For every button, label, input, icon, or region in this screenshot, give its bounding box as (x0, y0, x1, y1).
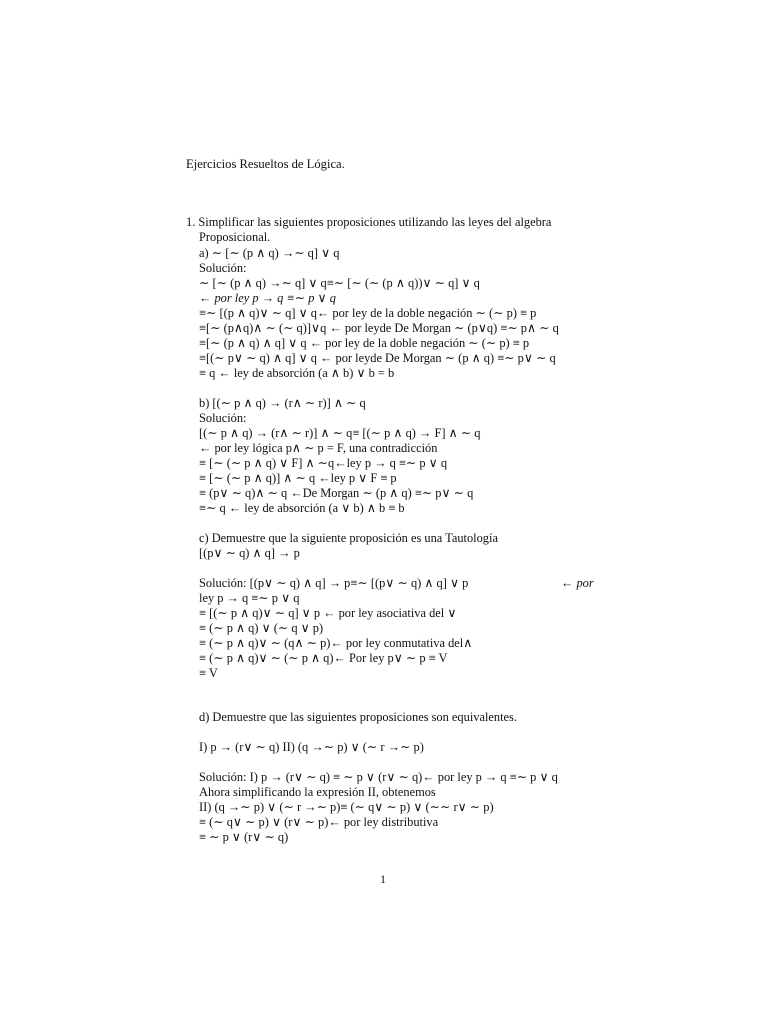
c-line-7: ≡ (∼ p ∧ q)∨ ∼ (q∧ ∼ p)← por ley conmutativa del∧ (199, 636, 473, 650)
c-line-3: ← por (561, 576, 594, 590)
d-line-1: I) p → (r∨ ∼ q) II) (q →∼ p) ∨ (∼ r →∼ p) (199, 740, 424, 754)
b-line-0: b) [(∼ p ∧ q) → (r∧ ∼ r)] ∧ ∼ q (199, 396, 366, 410)
d-line-5: ≡ (∼ q∨ ∼ p) ∨ (r∨ ∼ p)← por ley distributiva (199, 815, 439, 829)
a-line-0: a) ∼ [∼ (p ∧ q) →∼ q] ∨ q (199, 246, 340, 260)
c-line-9: ≡ V (199, 666, 218, 680)
c-line-8: ≡ (∼ p ∧ q)∨ ∼ (∼ p ∧ q)← Por ley p∨ ∼ p ≡ V (199, 651, 448, 665)
d-line-4: II) (q →∼ p) ∨ (∼ r →∼ p)≡ (∼ q∨ ∼ p) ∨ (∼∼ r∨ ∼ p) (199, 800, 494, 814)
d-line-0: d) Demuestre que las siguientes proposiciones son equivalentes. (199, 710, 517, 724)
c-line-0: c) Demuestre que la siguiente proposición es una Tautología (199, 531, 498, 545)
a-line-5: ≡[∼ (p∧q)∧ ∼ (∼ q)]∨q ← por leyde De Morgan ∼ (p∨q) ≡∼ p∧ ∼ q (199, 321, 559, 335)
a-line-2: ∼ [∼ (p ∧ q) →∼ q] ∨ q≡∼ [∼ (∼ (p ∧ q))∨ ∼ q] ∨ q (199, 276, 480, 290)
intro-line-1: 1. Simplificar las siguientes proposiciones utilizando las leyes del algebra (186, 215, 552, 229)
c-line-4: ley p → q ≡∼ p ∨ q (199, 591, 300, 605)
b-line-2: [(∼ p ∧ q) → (r∧ ∼ r)] ∧ ∼ q≡ [(∼ p ∧ q) → F] ∧ ∼ q (199, 426, 481, 440)
a-line-6: ≡[∼ (p ∧ q) ∧ q] ∨ q ← por ley de la doble negación ∼ (∼ p) ≡ p (199, 336, 530, 350)
b-line-7: ≡∼ q ← ley de absorción (a ∨ b) ∧ b ≡ b (199, 501, 405, 515)
b-line-1: Solución: (199, 411, 247, 425)
d-line-6: ≡ ∼ p ∨ (r∨ ∼ q) (199, 830, 289, 844)
c-line-1: [(p∨ ∼ q) ∧ q] → p (199, 546, 300, 560)
b-line-3: ← por ley lógica p∧ ∼ p = F, una contradicción (199, 441, 438, 455)
page-number: 1 (380, 872, 386, 886)
a-line-1: Solución: (199, 261, 247, 275)
a-line-4: ≡∼ [(p ∧ q)∨ ∼ q] ∨ q← por ley de la doble negación ∼ (∼ p) ≡ p (199, 306, 537, 320)
d-line-2: Solución: I) p → (r∨ ∼ q) ≡ ∼ p ∨ (r∨ ∼ q)← por ley p → q ≡∼ p ∨ q (199, 770, 558, 784)
a-line-8: ≡ q ← ley de absorción (a ∧ b) ∨ b = b (199, 366, 395, 380)
b-line-5: ≡ [∼ (∼ p ∧ q)] ∧ ∼ q ←ley p ∨ F ≡ p (199, 471, 397, 485)
b-line-6: ≡ (p∨ ∼ q)∧ ∼ q ←De Morgan ∼ (p ∧ q) ≡∼ p∨ ∼ q (199, 486, 474, 500)
b-line-4: ≡ [∼ (∼ p ∧ q) ∨ F] ∧ ∼q←ley p → q ≡∼ p ∨ q (199, 456, 448, 470)
intro-line-2: Proposicional. (199, 230, 271, 244)
a-line-7: ≡[(∼ p∨ ∼ q) ∧ q] ∨ q ← por leyde De Morgan ∼ (p ∧ q) ≡∼ p∨ ∼ q (199, 351, 556, 365)
document-title: Ejercicios Resueltos de Lógica. (186, 157, 345, 171)
c-line-2: Solución: [(p∨ ∼ q) ∧ q] → p≡∼ [(p∨ ∼ q) ∧ q] ∨ p (199, 576, 469, 590)
c-line-6: ≡ (∼ p ∧ q) ∨ (∼ q ∨ p) (199, 621, 324, 635)
a-line-3: ← por ley p → q ≡∼ p ∨ q (199, 291, 336, 305)
d-line-3: Ahora simplificando la expresión II, obtenemos (199, 785, 436, 799)
c-line-5: ≡ [(∼ p ∧ q)∨ ∼ q] ∨ p ← por ley asociativa del ∨ (199, 606, 457, 620)
